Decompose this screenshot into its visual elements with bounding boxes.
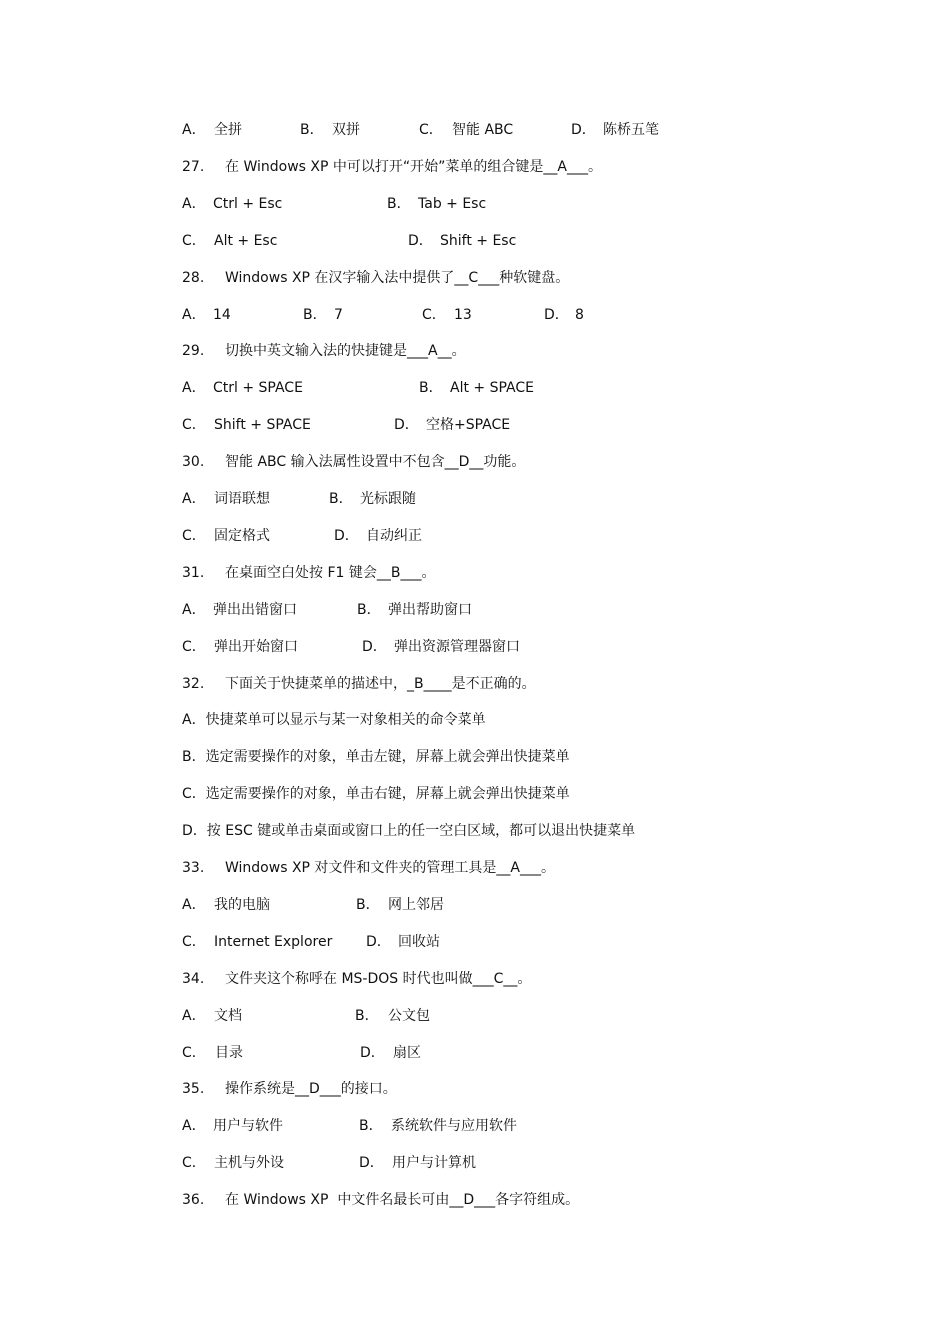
option-text: 弹出开始窗口	[214, 638, 298, 655]
question-number: 32.	[182, 675, 205, 692]
option-label: D．	[366, 933, 391, 950]
question-text: Windows XP 在汉字输入法中提供了__C___种软键盘。	[225, 269, 570, 286]
option-label: C．	[182, 232, 206, 249]
option-text: 全拼	[214, 122, 242, 138]
question-text: 在桌面空白处按 F1 键会__B___。	[225, 564, 436, 581]
option-text: 自动纠正	[366, 527, 422, 544]
question-text: 智能 ABC 输入法属性设置中不包含__D__功能。	[225, 454, 526, 471]
option-label: B．	[300, 122, 324, 138]
option-label: B．	[329, 491, 353, 507]
option-label: A．	[182, 122, 206, 138]
option-text: 弹出出错窗口	[213, 601, 297, 618]
option-text: 双拼	[332, 122, 360, 138]
option-label: C．	[182, 638, 206, 655]
option-label: A．	[182, 306, 206, 323]
option-text: 7	[334, 306, 343, 323]
option-text: 用户与计算机	[392, 1155, 476, 1172]
option-label: D．	[408, 232, 433, 249]
option-text: Internet Explorer	[214, 933, 333, 950]
option-text: Ctrl + Esc	[213, 195, 283, 212]
option-label: C．	[182, 527, 206, 544]
option-label: D．	[359, 1155, 384, 1172]
option-label: A．	[182, 1118, 206, 1135]
option-text: Shift + Esc	[440, 232, 517, 249]
question-number: 28.	[182, 269, 205, 286]
question-text: 切换中英文输入法的快捷键是___A__。	[225, 343, 466, 360]
option-label: D．	[544, 306, 569, 323]
option-text: Shift + SPACE	[214, 417, 311, 434]
option-label: D．	[360, 1044, 385, 1061]
option-text: 陈桥五笔	[603, 122, 659, 138]
option-label: D．	[394, 417, 419, 434]
option-text: 空格+SPACE	[426, 417, 511, 434]
option-text: 13	[454, 306, 472, 323]
option-text: 光标跟随	[360, 491, 416, 507]
option-text: Tab + Esc	[418, 195, 487, 212]
question-number: 29.	[182, 343, 205, 360]
question-number: 35.	[182, 1081, 205, 1098]
question-number: 31.	[182, 564, 205, 581]
option-label: A．	[182, 1007, 206, 1024]
option-label: A．	[182, 896, 206, 913]
option-label: A．	[182, 195, 206, 212]
question-text: 文件夹这个称呼在 MS-DOS 时代也叫做___C__。	[225, 970, 532, 987]
option-text: 弹出资源管理器窗口	[394, 638, 520, 655]
option-text: 扇区	[393, 1044, 421, 1061]
question-number: 36.	[182, 1192, 205, 1209]
option-label: C．	[422, 306, 446, 323]
question-number: 27.	[182, 158, 205, 175]
option-label: C．	[182, 417, 206, 434]
option-text: Ctrl + SPACE	[213, 380, 303, 397]
option-text: 文档	[214, 1007, 242, 1024]
statement-text: A．快捷菜单可以显示与某一对象相关的命令菜单	[182, 712, 486, 729]
option-text: 主机与外设	[214, 1155, 284, 1172]
option-label: B．	[419, 380, 443, 397]
question-number: 30.	[182, 454, 205, 471]
option-label: C．	[182, 1155, 206, 1172]
question-text: 下面关于快捷菜单的描述中，_B____是不正确的。	[225, 675, 536, 692]
option-label: B．	[357, 601, 381, 618]
question-text: 在 Windows XP 中文件名最长可由__D___各字符组成。	[225, 1192, 580, 1209]
option-label: B．	[359, 1118, 383, 1135]
option-label: B．	[303, 306, 327, 323]
option-label: A．	[182, 380, 206, 397]
question-text: 在 Windows XP 中可以打开“开始”菜单的组合键是__A___。	[225, 158, 602, 175]
option-text: 目录	[215, 1044, 243, 1061]
question-number: 33.	[182, 860, 205, 876]
question-number: 34.	[182, 970, 205, 987]
option-label: C．	[419, 122, 443, 138]
option-label: A．	[182, 491, 206, 507]
question-text: Windows XP 对文件和文件夹的管理工具是__A___。	[225, 860, 556, 876]
option-label: A．	[182, 601, 206, 618]
statement-text: D．按 ESC 键或单击桌面或窗口上的任一空白区域，都可以退出快捷菜单	[182, 823, 636, 840]
option-label: D．	[334, 527, 359, 544]
option-label: B．	[355, 1007, 379, 1024]
option-text: 用户与软件	[213, 1118, 283, 1135]
option-text: 智能 ABC	[452, 122, 514, 138]
option-label: C．	[182, 1044, 206, 1061]
option-text: 系统软件与应用软件	[391, 1118, 517, 1135]
option-text: 弹出帮助窗口	[388, 601, 472, 618]
statement-text: B．选定需要操作的对象，单击左键，屏幕上就会弹出快捷菜单	[182, 749, 570, 766]
option-label: D．	[571, 122, 596, 138]
option-text: 固定格式	[214, 527, 270, 544]
option-text: 8	[575, 306, 584, 323]
option-text: Alt + Esc	[214, 232, 278, 249]
option-label: C．	[182, 933, 206, 950]
question-text: 操作系统是__D___的接口。	[225, 1081, 397, 1098]
option-label: D．	[362, 638, 387, 655]
option-text: 回收站	[398, 933, 440, 950]
option-text: 公文包	[388, 1007, 430, 1024]
option-text: 我的电脑	[214, 896, 270, 913]
option-text: 网上邻居	[388, 896, 444, 913]
option-label: B．	[356, 896, 380, 913]
option-text: Alt + SPACE	[450, 380, 534, 397]
option-label: B．	[387, 195, 411, 212]
statement-text: C．选定需要操作的对象，单击右键，屏幕上就会弹出快捷菜单	[182, 786, 570, 803]
option-text: 词语联想	[214, 491, 270, 507]
option-text: 14	[213, 306, 231, 323]
